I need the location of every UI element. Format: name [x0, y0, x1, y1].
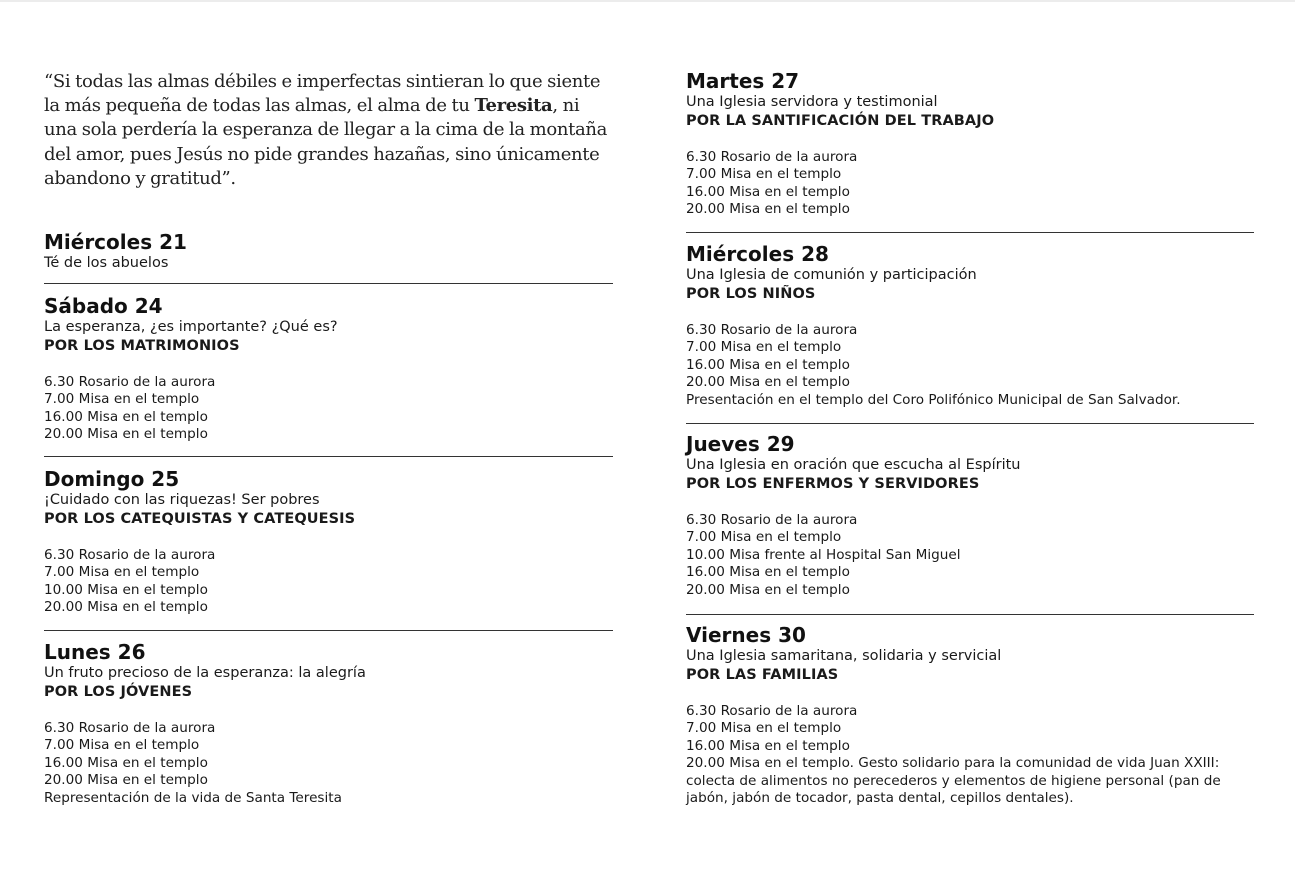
schedule-item: 7.00 Misa en el templo [686, 166, 842, 183]
schedule-item: 16.00 Misa en el templo [44, 408, 208, 425]
day-intention: POR LAS FAMILIAS [686, 666, 839, 683]
day-schedule [686, 703, 1254, 809]
divider [44, 283, 613, 284]
day-intention: POR LOS ENFERMOS Y SERVIDORES [686, 475, 980, 492]
schedule-item: 16.00 Misa en el templo [686, 737, 850, 754]
schedule-item: 7.00 Misa en el templo [686, 720, 842, 737]
schedule-item: 6.30 Rosario de la aurora [44, 373, 216, 390]
schedule-item: 20.00 Misa en el templo [44, 426, 208, 443]
day-theme: ¡Cuidado con las riquezas! Ser pobres [44, 492, 320, 508]
day-title: Domingo 25 [44, 467, 180, 491]
schedule-item: 10.00 Misa frente al Hospital San Miguel [686, 546, 961, 563]
day-theme: Una Iglesia de comunión y participación [686, 267, 977, 283]
schedule-item: 20.00 Misa en el templo. Gesto solidario para la comunidad de vida Juan XXIII: colecta de alimentos no perecederos y elementos de higiene personal (pan de jabón, jabón de tocador, pasta dental, cepillos dentales). [686, 755, 1221, 807]
day-schedule [44, 547, 613, 617]
day-intention: POR LOS NIÑOS [686, 285, 816, 302]
day-schedule [44, 374, 613, 444]
schedule-item: 7.00 Misa en el templo [44, 737, 200, 754]
quote-text-before: “Si todas las almas débiles e imperfectas sintieran lo que siente la más pequeña de todas las almas, el alma de tu [44, 71, 601, 117]
day-theme: Una Iglesia en oración que escucha al Espíritu [686, 457, 1021, 473]
day-martes-27 [686, 69, 1254, 219]
day-title: Jueves 29 [686, 432, 795, 456]
day-schedule [44, 720, 613, 808]
schedule-item: 20.00 Misa en el templo [44, 599, 208, 616]
schedule-item: 16.00 Misa en el templo [44, 754, 208, 771]
day-title: Lunes 26 [44, 640, 146, 664]
schedule-item: 6.30 Rosario de la aurora [686, 511, 858, 528]
divider [686, 232, 1254, 233]
day-lunes-26 [44, 640, 613, 807]
schedule-item: Representación de la vida de Santa Teresita [44, 789, 342, 806]
divider [686, 423, 1254, 424]
schedule-item: 6.30 Rosario de la aurora [44, 546, 216, 563]
top-border [0, 0, 1295, 2]
day-title: Viernes 30 [686, 623, 806, 647]
divider [44, 630, 613, 631]
day-intention: POR LOS MATRIMONIOS [44, 337, 240, 354]
schedule-item: 16.00 Misa en el templo [686, 356, 850, 373]
divider [686, 614, 1254, 615]
day-theme: Un fruto precioso de la esperanza: la alegría [44, 665, 366, 681]
schedule-item: 6.30 Rosario de la aurora [686, 702, 858, 719]
day-sabado-24 [44, 294, 613, 444]
day-viernes-30 [686, 623, 1254, 808]
schedule-item: 6.30 Rosario de la aurora [686, 321, 858, 338]
schedule-item: 20.00 Misa en el templo [686, 374, 850, 391]
divider [44, 456, 613, 457]
quote-text-after: , ni una sola perdería la esperanza de llegar a la cima de la montaña del amor, pues Jesús no pide grandes hazañas, sino únicamente abandono y gratitud”. [44, 95, 607, 189]
schedule-item: 20.00 Misa en el templo [686, 581, 850, 598]
day-theme: Té de los abuelos [44, 255, 169, 271]
schedule-item: 6.30 Rosario de la aurora [686, 148, 858, 165]
day-jueves-29 [686, 432, 1254, 599]
day-schedule [686, 149, 1254, 219]
schedule-item: 16.00 Misa en el templo [686, 564, 850, 581]
day-theme: Una Iglesia samaritana, solidaria y servicial [686, 648, 1002, 664]
day-miercoles-21 [44, 230, 613, 273]
day-intention: POR LOS CATEQUISTAS Y CATEQUESIS [44, 510, 356, 527]
schedule-item: 16.00 Misa en el templo [686, 183, 850, 200]
schedule-item: Presentación en el templo del Coro Polifónico Municipal de San Salvador. [686, 391, 1181, 408]
day-theme: Una Iglesia servidora y testimonial [686, 94, 938, 110]
schedule-item: 7.00 Misa en el templo [44, 391, 200, 408]
day-intention: POR LOS JÓVENES [44, 683, 193, 700]
schedule-item: 6.30 Rosario de la aurora [44, 719, 216, 736]
schedule-item: 7.00 Misa en el templo [686, 339, 842, 356]
schedule-item: 20.00 Misa en el templo [686, 201, 850, 218]
schedule-item: 7.00 Misa en el templo [44, 564, 200, 581]
schedule-item: 20.00 Misa en el templo [44, 772, 208, 789]
day-theme: La esperanza, ¿es importante? ¿Qué es? [44, 319, 338, 335]
quote-name: Teresita [474, 95, 553, 117]
day-miercoles-28 [686, 242, 1254, 409]
day-domingo-25 [44, 467, 613, 617]
day-schedule [686, 322, 1254, 410]
day-schedule [686, 512, 1254, 600]
teresita-quote [44, 70, 616, 191]
day-title: Miércoles 28 [686, 242, 829, 266]
day-intention: POR LA SANTIFICACIÓN DEL TRABAJO [686, 112, 995, 129]
day-title: Martes 27 [686, 69, 800, 93]
schedule-item: 10.00 Misa en el templo [44, 581, 208, 598]
schedule-item: 7.00 Misa en el templo [686, 529, 842, 546]
day-title: Miércoles 21 [44, 230, 187, 254]
day-title: Sábado 24 [44, 294, 163, 318]
